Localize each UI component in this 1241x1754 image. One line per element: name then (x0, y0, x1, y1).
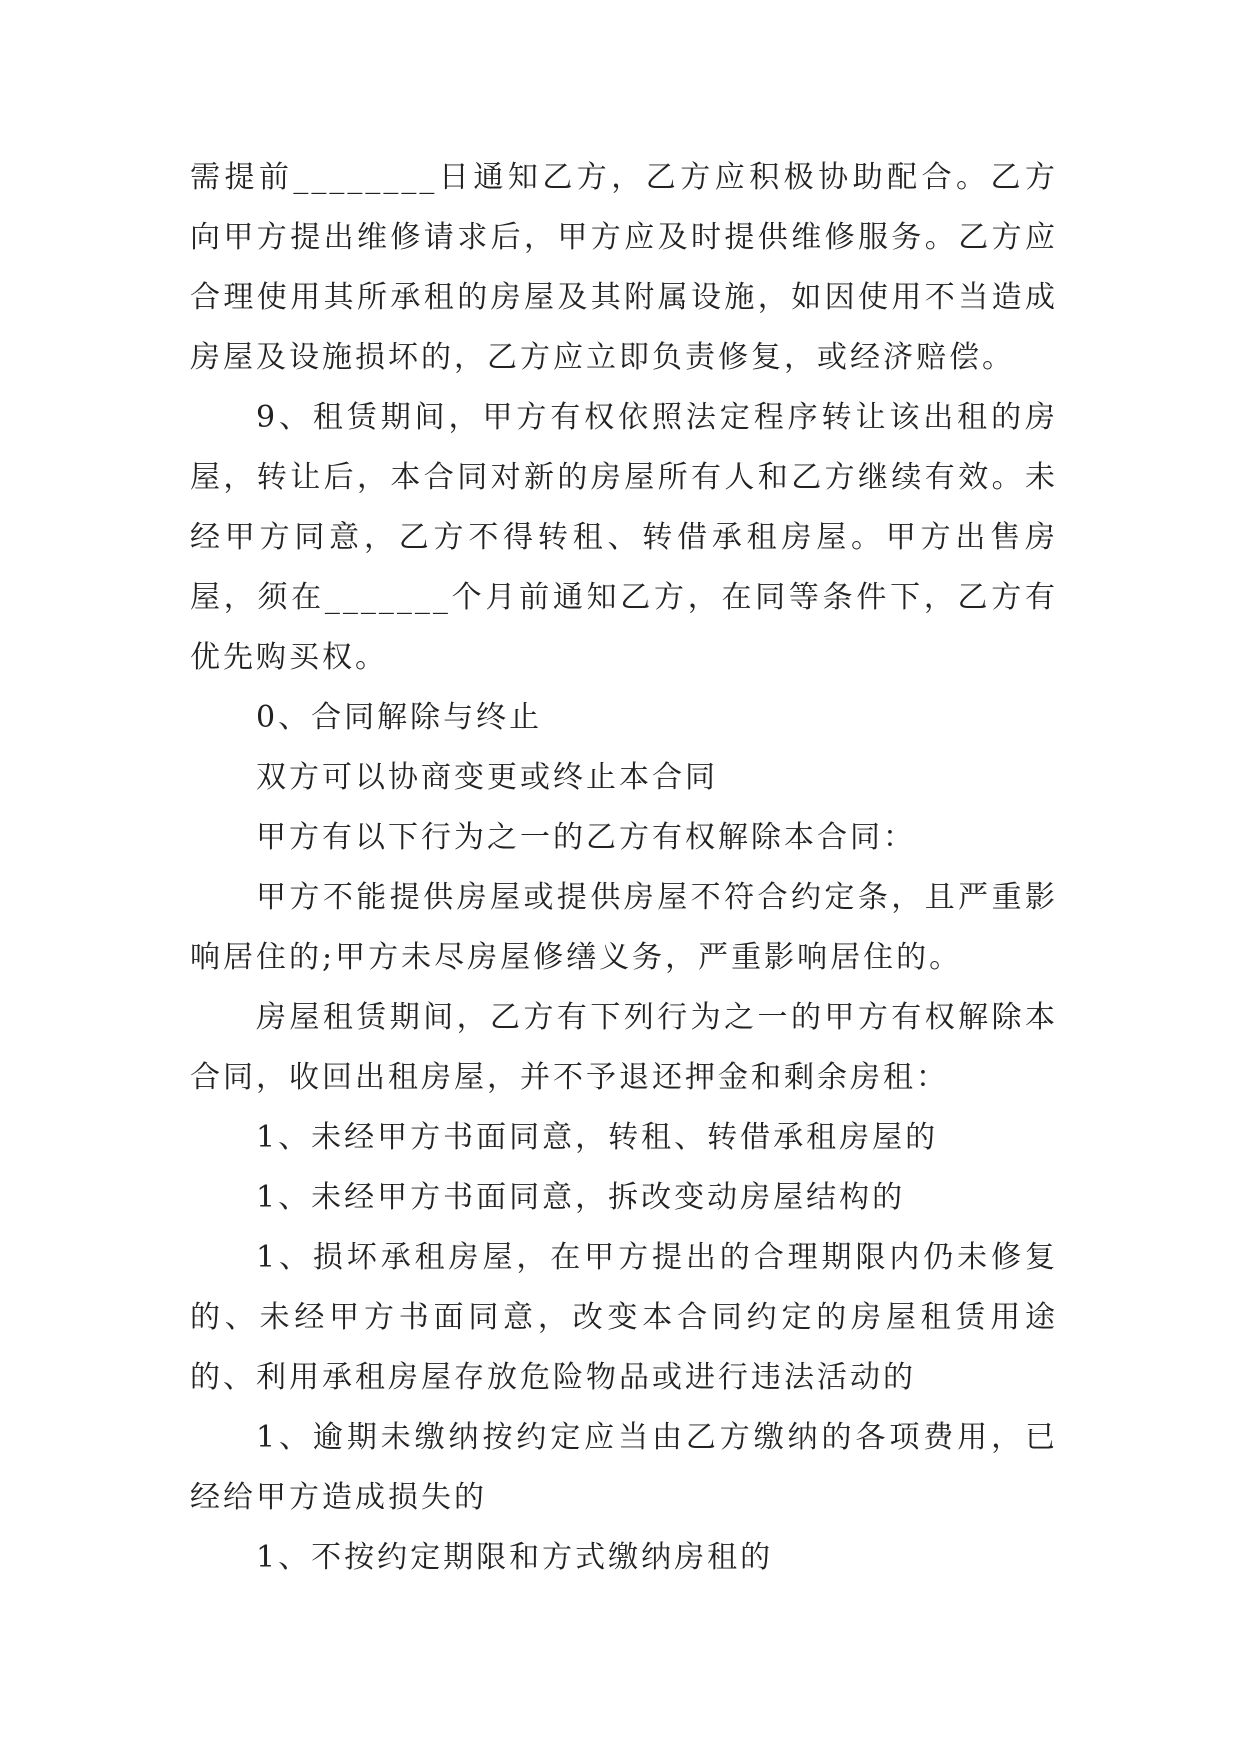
paragraph-repair-notice: 需提前________日通知乙方，乙方应积极协助配合。乙方向甲方提出维修请求后，甲方应及时提供维修服务。乙方应合理使用其所承租的房屋及其附属设施，如因使用不当造成房屋及设施损坏的，乙方应立即负责修复，或经济赔偿。 (190, 160, 1058, 375)
document-body (190, 148, 1058, 1588)
list-item-sublet: 1、未经甲方书面同意，转租、转借承租房屋的 (256, 1120, 939, 1155)
list-item-damage-misuse: 1、损坏承租房屋，在甲方提出的合理期限内仍未修复的、未经甲方书面同意，改变本合同约定的房屋租赁用途的、利用承租房屋存放危险物品或进行违法活动的 (190, 1240, 1058, 1395)
list-item-unpaid-fees: 1、逾期未缴纳按约定应当由乙方缴纳的各项费用，已经给甲方造成损失的 (190, 1420, 1058, 1515)
paragraph-clause-0-heading: 0、合同解除与终止 (256, 700, 543, 735)
list-item-structure-change: 1、未经甲方书面同意，拆改变动房屋结构的 (256, 1180, 906, 1215)
paragraph-lessor-conditions: 甲方不能提供房屋或提供房屋不符合约定条，且严重影响居住的;甲方未尽房屋修缮义务，严重影响居住的。 (190, 880, 1058, 975)
paragraph-lessee-conditions-intro: 房屋租赁期间，乙方有下列行为之一的甲方有权解除本合同，收回出租房屋，并不予退还押金和剩余房租： (190, 1000, 1058, 1095)
paragraph-mutual-termination: 双方可以协商变更或终止本合同 (256, 760, 718, 795)
list-item-rent-payment: 1、不按约定期限和方式缴纳房租的 (256, 1540, 774, 1575)
paragraph-lessor-conditions-intro: 甲方有以下行为之一的乙方有权解除本合同： (256, 820, 916, 855)
paragraph-clause-9: 9、租赁期间，甲方有权依照法定程序转让该出租的房屋，转让后，本合同对新的房屋所有人和乙方继续有效。未经甲方同意，乙方不得转租、转借承租房屋。甲方出售房屋，须在_______个月前通知乙方，在同等条件下，乙方有优先购买权。 (190, 400, 1058, 675)
